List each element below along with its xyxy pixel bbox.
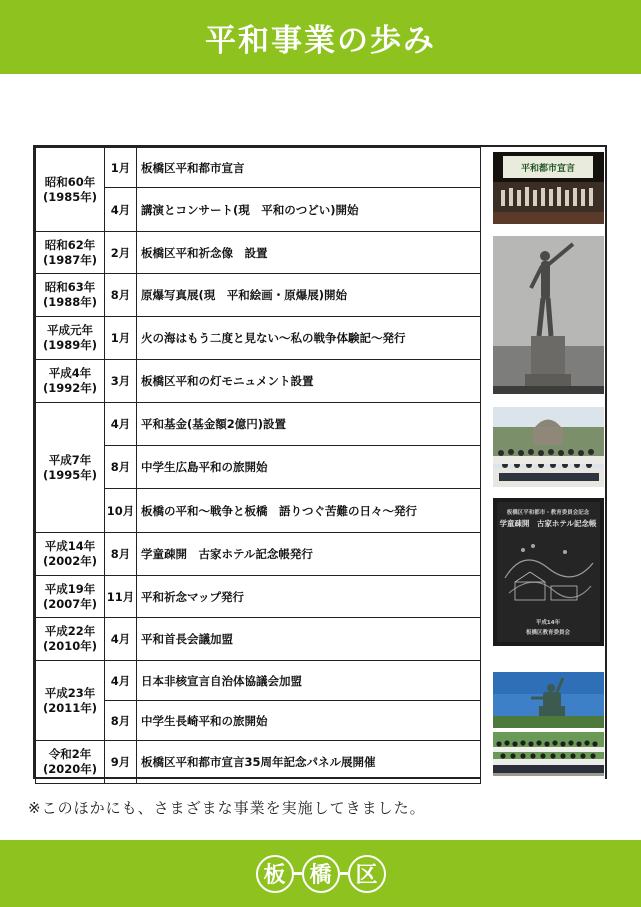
event-cell: 平和首長会議加盟 [137,618,481,661]
event-cell: 火の海はもう二度と見ない～私の戦争体験記～発行 [137,317,481,360]
era-cell: 平成14年 (2002年) [36,533,105,576]
era-cell: 昭和63年 (1988年) [36,274,105,317]
logo-dash [340,872,348,875]
month-cell: 4月 [105,661,137,701]
month-cell: 3月 [105,360,137,403]
month-cell: 1月 [105,148,137,188]
month-cell: 8月 [105,533,137,576]
nagasaki-group-photo [493,732,604,776]
concert-photo [493,152,604,224]
logo-char: 橋 [302,855,340,893]
kinencho-book-photo [493,498,604,646]
event-cell: 日本非核宣言自治体協議会加盟 [137,661,481,701]
book-title-text: 学童疎開 古家ホテル記念帳 [499,518,597,528]
logo-char: 板 [256,855,294,893]
book-footer-publisher: 板橋区教育委員会 [525,629,571,636]
nagasaki-statue-photo [493,672,604,728]
stage-banner-text: 平和都市宣言 [520,163,576,174]
event-cell: 板橋区平和都市宣言35周年記念パネル展開催 [137,741,481,784]
footnote: ※このほかにも、さまざまな事業を実施してきました。 [28,799,426,817]
month-cell: 11月 [105,576,137,618]
photo-column [481,148,606,784]
month-cell: 8月 [105,274,137,317]
era-cell: 平成7年 (1995年) [36,403,105,533]
event-cell: 平和基金(基金額2億円)設置 [137,403,481,446]
table-row [36,148,606,188]
event-cell: 中学生長崎平和の旅開始 [137,701,481,741]
footer-banner [0,840,641,907]
event-cell: 平和祈念マップ発行 [137,576,481,618]
title-banner [0,0,641,74]
month-cell: 4月 [105,618,137,661]
event-cell: 講演とコンサート(現 平和のつどい)開始 [137,188,481,232]
month-cell: 8月 [105,446,137,489]
era-cell: 昭和60年 (1985年) [36,148,105,232]
era-cell: 令和2年 (2020年) [36,741,105,784]
month-cell: 8月 [105,701,137,741]
event-cell: 学童疎開 古家ホテル記念帳発行 [137,533,481,576]
event-cell: 板橋区平和祈念像 設置 [137,232,481,274]
era-cell: 平成19年 (2007年) [36,576,105,618]
book-footer-year: 平成14年 [535,619,561,626]
era-cell: 平成23年 (2011年) [36,661,105,741]
book-subtitle-text: 板橋区平和都市・教育委員会記念 [506,509,590,516]
hiroshima-group-photo [493,407,604,487]
event-cell: 中学生広島平和の旅開始 [137,446,481,489]
month-cell: 1月 [105,317,137,360]
event-cell: 板橋区平和都市宣言 [137,148,481,188]
event-cell: 原爆写真展(現 平和絵画・原爆展)開始 [137,274,481,317]
month-cell: 9月 [105,741,137,784]
month-cell: 4月 [105,188,137,232]
era-cell: 平成4年 (1992年) [36,360,105,403]
page-title: 平和事業の歩み [205,22,436,59]
peace-statue-photo [493,236,604,394]
month-cell: 10月 [105,489,137,533]
event-cell: 板橋区平和の灯モニュメント設置 [137,360,481,403]
era-cell: 平成22年 (2010年) [36,618,105,661]
month-cell: 4月 [105,403,137,446]
timeline-table [33,145,607,779]
itabashi-logo [256,855,386,893]
month-cell: 2月 [105,232,137,274]
era-cell: 昭和62年 (1987年) [36,232,105,274]
era-cell: 平成元年 (1989年) [36,317,105,360]
event-cell: 板橋の平和～戦争と板橋 語りつぐ苦難の日々～発行 [137,489,481,533]
logo-char: 区 [348,855,386,893]
logo-dash [294,872,302,875]
